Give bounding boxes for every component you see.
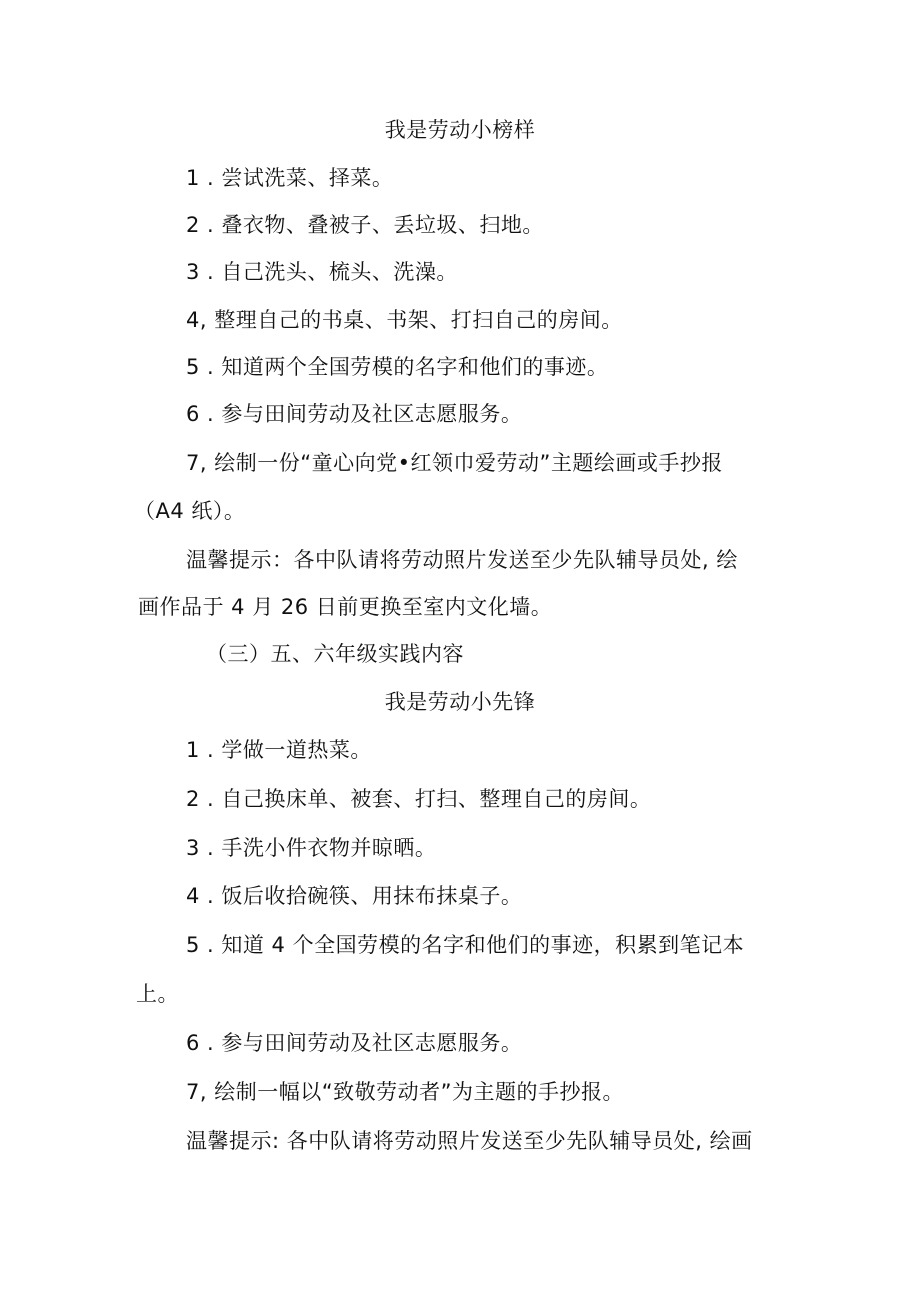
list-item: 1 . 学做一道热菜。 — [186, 738, 372, 762]
section-title-pioneer: 我是劳动小先锋 — [384, 690, 536, 714]
list-item: 5 . 知道 4 个全国劳模的名字和他们的事迹，积累到笔记本 — [186, 933, 745, 957]
list-item: 6 . 参与田间劳动及社区志愿服务。 — [186, 1031, 523, 1055]
list-item: 5 . 知道两个全国劳模的名字和他们的事迹。 — [186, 355, 609, 379]
list-item: 4, 整理自己的书桌、书架、打扫自己的房间。 — [186, 308, 623, 332]
list-item: 2 . 叠衣物、叠被子、丢垃圾、扫地。 — [186, 213, 544, 237]
tip-text: 温馨提示：各中队请将劳动照片发送至少先队辅导员处, 绘 — [186, 548, 738, 572]
section-title-role-model: 我是劳动小榜样 — [384, 118, 536, 142]
list-item: 2 . 自己换床单、被套、打扫、整理自己的房间。 — [186, 787, 652, 811]
list-item: 3 . 自己洗头、梳头、洗澡。 — [186, 260, 458, 284]
list-item: 7, 绘制一幅以“致敬劳动者”为主题的手抄报。 — [186, 1080, 624, 1104]
section-heading-grade-5-6: （三）五、六年级实践内容 — [206, 642, 464, 666]
tip-text-continuation: 画作品于 4 月 26 日前更换至室内文化墙。 — [138, 595, 553, 619]
list-item-continuation: 上。 — [136, 982, 179, 1006]
list-item-continuation: （A4 纸）。 — [134, 499, 246, 523]
list-item: 7, 绘制一份“童心向党•红领巾爱劳动”主题绘画或手抄报 — [186, 451, 723, 475]
list-item: 3 . 手洗小件衣物并晾晒。 — [186, 836, 437, 860]
list-item: 1 . 尝试洗菜、择菜。 — [186, 166, 394, 190]
list-item: 6 . 参与田间劳动及社区志愿服务。 — [186, 402, 523, 426]
tip-text: 温馨提示: 各中队请将劳动照片发送至少先队辅导员处, 绘画 — [186, 1129, 753, 1153]
list-item: 4 . 饭后收拾碗筷、用抹布抹桌子。 — [186, 884, 523, 908]
